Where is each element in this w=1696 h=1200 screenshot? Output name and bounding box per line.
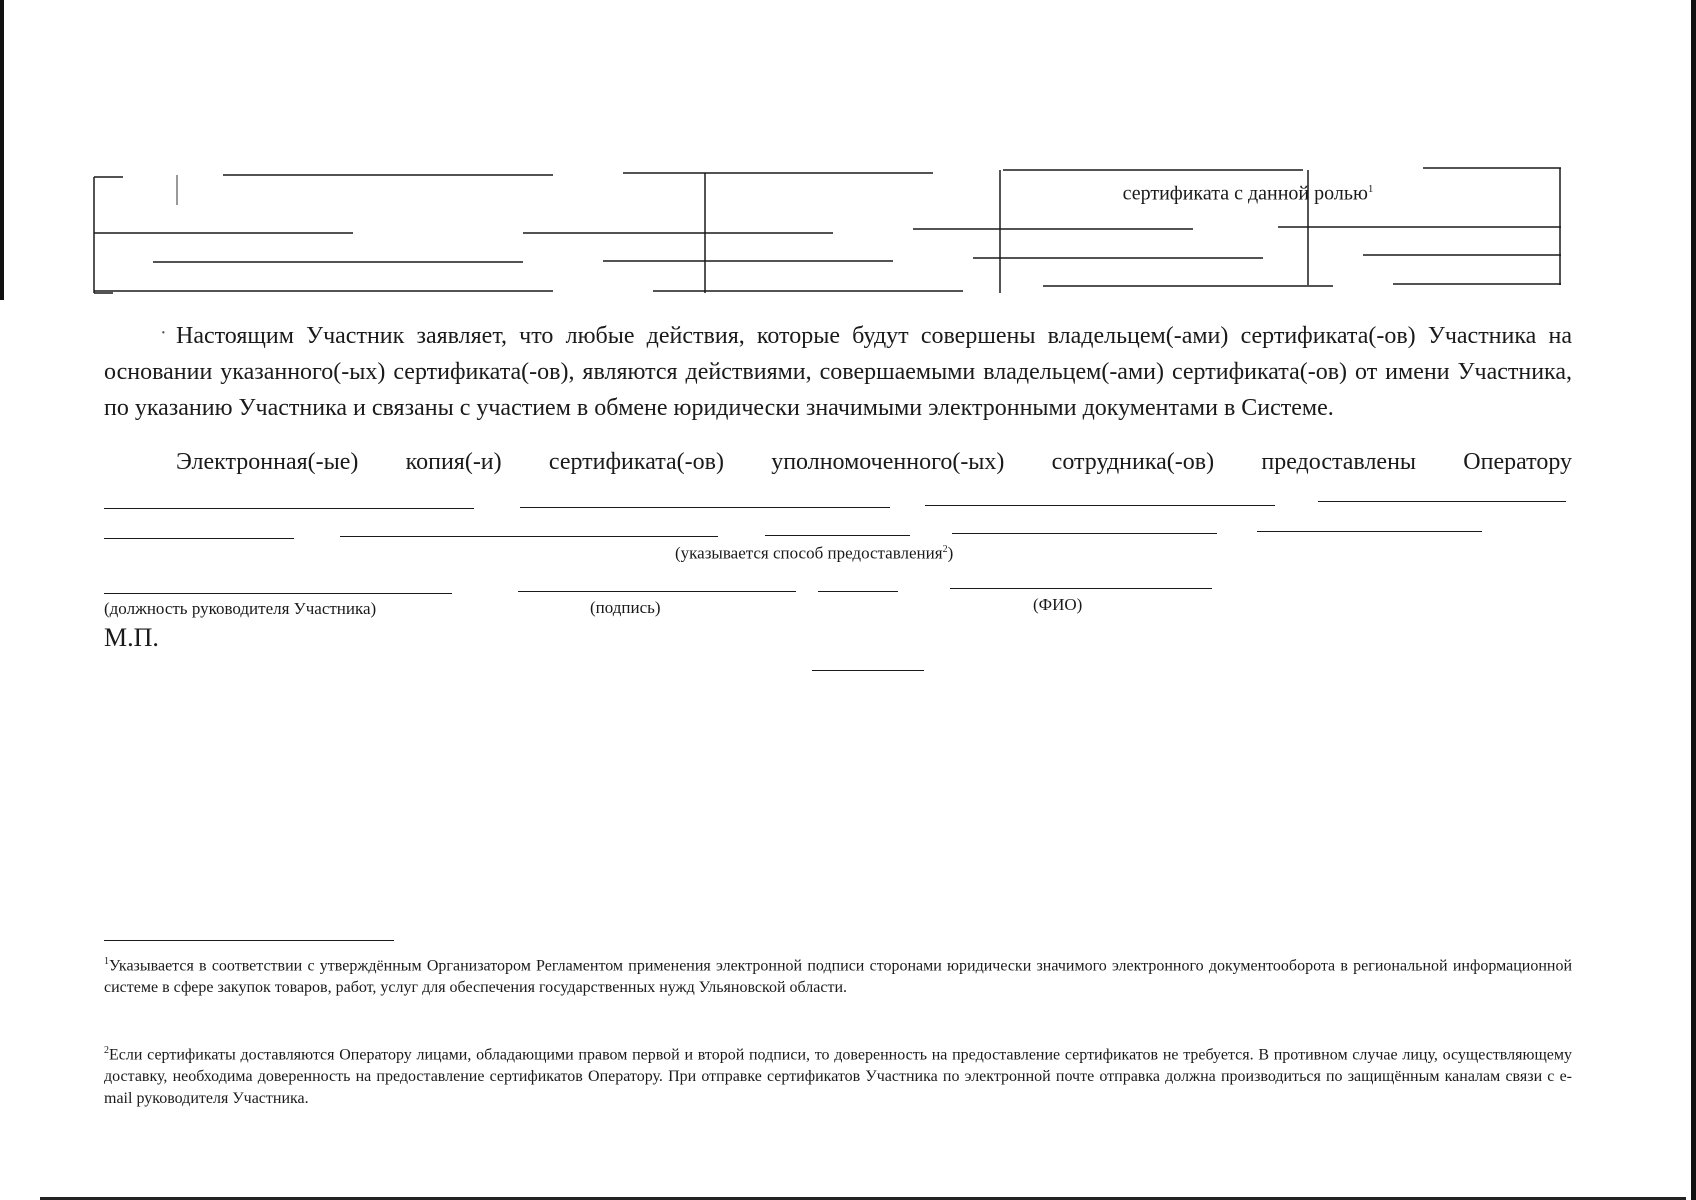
fill-line (340, 536, 718, 537)
stray-line (812, 670, 924, 671)
footnote-1: $^1$Указывается в соответствии с утверждённым Организатором Регламентом применения электронной подписи сторонами юридически значимого электронного документооборота в региональной информационной системе в сфере закупок товаров, работ, услуг для обеспечения государственных нужд Ульяновской области. (104, 956, 1572, 997)
certificate-table-fragment (93, 165, 1563, 295)
position-caption: (должность руководителя Участника) (104, 599, 377, 618)
footnote-separator (104, 940, 394, 941)
fill-line (952, 533, 1217, 534)
bullet-mark: · (160, 322, 167, 344)
table-cell-role-certificate (1103, 175, 1393, 208)
name-caption: (ФИО) (1033, 595, 1083, 614)
fill-line (520, 507, 890, 508)
fill-line (104, 538, 294, 539)
scan-edge-right (1691, 0, 1696, 1200)
scan-edge-left (0, 0, 4, 300)
fill-line (1318, 501, 1566, 502)
fill-line (1257, 531, 1482, 532)
delivery-method-caption: (указывается способ предоставления$^2$) (675, 543, 954, 563)
footnote-ref-2: 2 (942, 544, 948, 555)
fill-line (765, 535, 910, 536)
footnote-2: $^2$Если сертификаты доставляются Оператору лицами, обладающими правом первой и второй подписи, то доверенность на предоставление сертификатов не требуется. В противном случае лицу, осуществляющему доставку, необходима доверенность на предоставление сертификатов Оператору. При отправке сертификатов Участника по электронной почте отправка должна производиться по защищённым каналам связи с e-mail руководителя Участника. (104, 1045, 1572, 1108)
fill-line (104, 508, 474, 509)
cell-text: сертификата с данной ролью (1122, 182, 1368, 205)
position-line (104, 593, 452, 594)
signature-caption: (подпись) (590, 598, 661, 617)
declaration-paragraph: Настоящим Участник заявляет, что любые действия, которые будут совершены владельцем(-ами) сертификата(-ов) Участника на основании указанного(-ых) сертификата(-ов), являются действиями, совершаемыми владельцем(-ами) сертификата(-ов) от имени Участника, по указанию Участника и связаны с участием в обмене юридически значимыми электронными документами в Системе. (104, 323, 1572, 421)
signature-line (518, 591, 796, 592)
signature-line-gap (818, 591, 898, 592)
stamp-place: М.П. (104, 623, 159, 652)
fill-line (925, 505, 1275, 506)
name-line (950, 588, 1212, 589)
footnote-ref-1: 1 (1367, 183, 1374, 195)
copies-paragraph: Электронная(-ые) копия(-и) сертификата(-ов) уполномоченного(-ых) сотрудника(-ов) предоставлены Оператору (176, 449, 1572, 475)
